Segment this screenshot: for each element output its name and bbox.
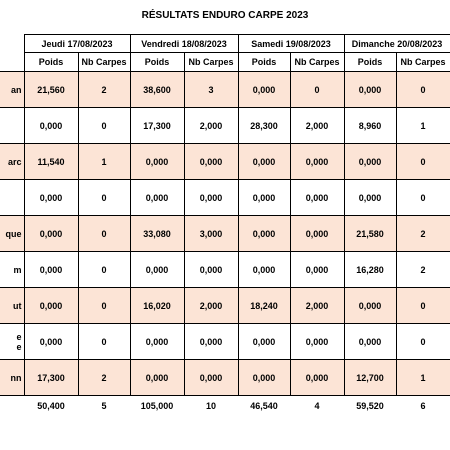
carp-count-cell: 1 (396, 360, 450, 396)
carp-count-cell: 2 (78, 360, 130, 396)
weight-cell: 16,020 (130, 288, 184, 324)
total-carp-count-cell: 5 (101, 401, 107, 411)
weight-cell: 0,000 (238, 72, 290, 108)
sub-header-carpes: Nb Carpes (396, 53, 450, 72)
sub-header-poids: Poids (238, 53, 290, 72)
team-name-fragment: nn (10, 372, 22, 383)
weight-cell: 0,000 (238, 252, 290, 288)
team-row (0, 288, 450, 324)
weight-cell: 0,000 (238, 216, 290, 252)
weight-cell: 0,000 (238, 360, 290, 396)
carp-count-cell: 0 (78, 252, 130, 288)
weight-cell: 0,000 (130, 252, 184, 288)
weight-cell: 0,000 (344, 180, 396, 216)
sub-header-poids: Poids (24, 53, 78, 72)
total-weight-cell: 105,000 (140, 401, 174, 411)
team-name-cell (0, 252, 24, 288)
weight-cell: 0,000 (238, 180, 290, 216)
carp-count-cell: 1 (396, 108, 450, 144)
team-name-cell (0, 324, 24, 360)
weight-cell: 38,600 (130, 72, 184, 108)
carp-count-cell: 0 (396, 288, 450, 324)
team-row (0, 180, 450, 216)
weight-cell: 0,000 (344, 72, 396, 108)
weight-cell: 0,000 (344, 144, 396, 180)
weight-cell: 0,000 (238, 324, 290, 360)
results-table (0, 34, 450, 416)
weight-cell: 0,000 (24, 252, 78, 288)
page-title: RÉSULTATS ENDURO CARPE 2023 (141, 10, 309, 21)
weight-cell: 0,000 (24, 180, 78, 216)
totals-label-cell (0, 396, 24, 417)
carp-count-cell: 0 (78, 216, 130, 252)
team-name-cell (0, 360, 24, 396)
carp-count-cell: 0 (78, 288, 130, 324)
carp-count-cell: 0 (396, 72, 450, 108)
carp-count-cell: 0,000 (184, 252, 238, 288)
total-weight-cell: 46,540 (250, 401, 278, 411)
total-carp-count-cell: 4 (314, 401, 320, 411)
weight-cell: 17,300 (24, 360, 78, 396)
day-header-sunday: Dimanche 20/08/2023 (344, 35, 450, 53)
total-carp-count-cell: 6 (420, 401, 426, 411)
totals-row (0, 396, 450, 417)
team-row (0, 252, 450, 288)
weight-cell: 0,000 (344, 324, 396, 360)
day-header-thursday: Jeudi 17/08/2023 (24, 35, 130, 53)
carp-count-cell: 0,000 (290, 252, 344, 288)
sub-header-carpes: Nb Carpes (184, 53, 238, 72)
team-name-cell (0, 144, 24, 180)
total-weight-cell: 50,400 (37, 401, 65, 411)
team-row (0, 324, 450, 360)
carp-count-cell: 0 (78, 108, 130, 144)
team-name-cell (0, 108, 24, 144)
carp-count-cell: 0,000 (184, 180, 238, 216)
team-row (0, 144, 450, 180)
carp-count-cell: 0,000 (290, 216, 344, 252)
team-row (0, 216, 450, 252)
day-header-row (0, 35, 450, 53)
weight-cell: 0,000 (130, 180, 184, 216)
sub-header-carpes: Nb Carpes (290, 53, 344, 72)
weight-cell: 0,000 (344, 288, 396, 324)
carp-count-cell: 2,000 (290, 288, 344, 324)
weight-cell: 21,580 (344, 216, 396, 252)
carp-count-cell: 2,000 (184, 108, 238, 144)
weight-cell: 12,700 (344, 360, 396, 396)
weight-cell: 0,000 (130, 144, 184, 180)
team-name-fragment: e (16, 331, 22, 342)
carp-count-cell: 0 (78, 324, 130, 360)
weight-cell: 33,080 (130, 216, 184, 252)
carp-count-cell: 0 (78, 180, 130, 216)
carp-count-cell: 2 (396, 252, 450, 288)
weight-cell: 0,000 (130, 324, 184, 360)
sub-header-poids: Poids (344, 53, 396, 72)
carp-count-cell: 0 (396, 180, 450, 216)
team-row (0, 108, 450, 144)
weight-cell: 8,960 (344, 108, 396, 144)
carp-count-cell: 0,000 (184, 324, 238, 360)
team-name-cell (0, 180, 24, 216)
total-carp-count-cell: 10 (205, 401, 216, 411)
carp-count-cell: 0,000 (184, 144, 238, 180)
team-name-cell (0, 72, 24, 108)
carp-count-cell: 2 (396, 216, 450, 252)
weight-cell: 0,000 (24, 108, 78, 144)
team-name-fragment: m (13, 264, 22, 275)
team-name-fragment: e (16, 341, 22, 352)
day-header-friday: Vendredi 18/08/2023 (130, 35, 238, 53)
carp-count-cell: 0 (290, 72, 344, 108)
carp-count-cell: 0,000 (290, 360, 344, 396)
corner-cell (0, 53, 24, 72)
weight-cell: 0,000 (24, 216, 78, 252)
team-name-fragment: arc (7, 156, 22, 167)
team-name-cell (0, 288, 24, 324)
weight-cell: 0,000 (24, 288, 78, 324)
team-row (0, 72, 450, 108)
weight-cell: 0,000 (238, 144, 290, 180)
weight-cell: 0,000 (24, 324, 78, 360)
carp-count-cell: 3 (184, 72, 238, 108)
sub-header-poids: Poids (130, 53, 184, 72)
day-header-saturday: Samedi 19/08/2023 (238, 35, 344, 53)
carp-count-cell: 3,000 (184, 216, 238, 252)
weight-cell: 17,300 (130, 108, 184, 144)
team-name-fragment: an (10, 84, 22, 95)
carp-count-cell: 0,000 (290, 324, 344, 360)
weight-cell: 28,300 (238, 108, 290, 144)
team-name-fragment: ut (13, 300, 22, 311)
carp-count-cell: 0 (396, 324, 450, 360)
team-name-cell (0, 216, 24, 252)
carp-count-cell: 0,000 (184, 360, 238, 396)
team-row (0, 360, 450, 396)
carp-count-cell: 2,000 (184, 288, 238, 324)
total-weight-cell: 59,520 (356, 401, 384, 411)
weight-cell: 11,540 (24, 144, 78, 180)
carp-count-cell: 0,000 (290, 144, 344, 180)
carp-count-cell: 0 (396, 144, 450, 180)
carp-count-cell: 0,000 (290, 180, 344, 216)
team-name-fragment: que (5, 228, 22, 239)
sub-header-row (0, 53, 450, 72)
weight-cell: 16,280 (344, 252, 396, 288)
corner-cell (0, 35, 24, 53)
carp-count-cell: 1 (78, 144, 130, 180)
carp-count-cell: 2,000 (290, 108, 344, 144)
sub-header-carpes: Nb Carpes (78, 53, 130, 72)
carp-count-cell: 2 (78, 72, 130, 108)
weight-cell: 18,240 (238, 288, 290, 324)
weight-cell: 21,560 (24, 72, 78, 108)
weight-cell: 0,000 (130, 360, 184, 396)
